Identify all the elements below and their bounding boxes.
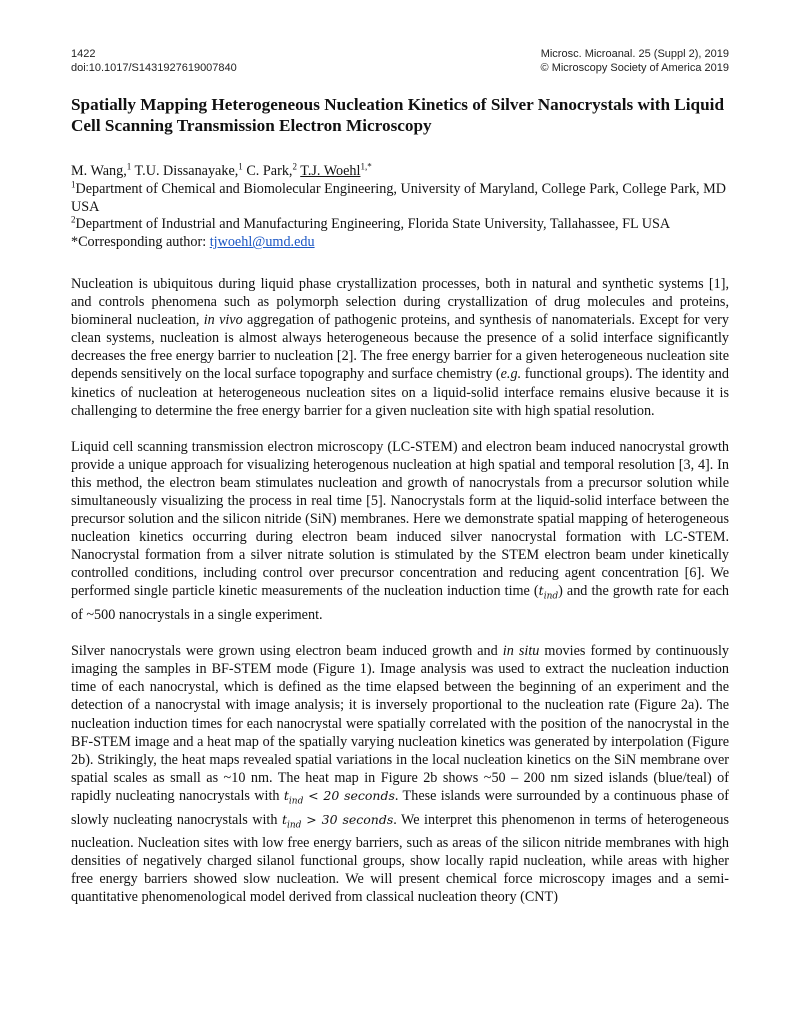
text-run: ) and the growth rate for each of ~500 nanocrystals in a single experiment. xyxy=(71,583,730,624)
text-run: . We interpret this phenomenon in terms of heterogeneous nucleation. Nucleation sites with low free energy barriers, such as areas of the silicon nitride membranes with high densities of negatively charged silanol functional groups, show locally rapid nucleation, while areas with higher free energy barriers showed slow nucleation. We will present chemical force microscopy images and a semi-quantitative phenomenological model derived from classical nucleation theory (CNT) xyxy=(71,811,729,906)
paragraph-3 xyxy=(71,642,729,906)
math-expression: < 20 seconds xyxy=(303,787,395,803)
corresponding-label: *Corresponding author: xyxy=(71,234,210,251)
header-left xyxy=(71,47,237,75)
header-right xyxy=(541,47,729,75)
author-affiliation-mark: 1 xyxy=(238,161,243,172)
author-name: M. Wang, xyxy=(71,163,127,179)
affiliation-text: Department of Chemical and Biomolecular Engineering, University of Maryland, College Park, College Park, MD USA xyxy=(71,180,726,215)
affiliation-mark: 1 xyxy=(71,179,76,190)
math-expression: > 30 seconds xyxy=(301,811,394,827)
author-affiliation-mark: 1 xyxy=(126,161,132,172)
italic-run: in situ xyxy=(502,643,540,660)
affiliation-1 xyxy=(71,181,729,217)
presenting-author-name: T.J. Woehl xyxy=(300,163,361,179)
math-subscript: ind xyxy=(286,820,302,831)
author-name: T.U. Dissanayake, xyxy=(131,163,239,179)
math-symbol: t xyxy=(281,811,287,827)
text-run: Liquid cell scanning transmission electron microscopy (LC-STEM) and electron beam induced nanocrystal growth provide a unique approach for visualizing heterogenous nucleation at high spatial and temporal resolution [3, 4]. In this method, the electron beam stimulates nucleation and growth of nanocrystals from a precursor solution while simultaneously visualizing the process in real time [5]. Nanocrystals form at the liquid-solid interface between the precursor solution and the silicon nitride (SiN) membranes. Here we demonstrate spatial mapping of heterogeneous nucleation kinetics occurring during electron beam induced silver nanocrystal formation with LC-STEM. Nanocrystal formation from a silver nitrate solution is stimulated by the STEM electron beam under kinetically controlled conditions, including control over precursor concentration and reducing agent concentration [6]. We performed single particle kinetic measurements of the nucleation induction time ( xyxy=(71,438,729,600)
italic-run: in vivo xyxy=(203,312,243,329)
paragraph-2 xyxy=(71,438,729,624)
page-number: 1422 xyxy=(71,48,96,60)
spacer xyxy=(71,420,729,438)
text-run: . These islands were surrounded by a continuous phase of slowly nucleating nanocrystals with xyxy=(71,787,730,828)
text-run: movies formed by continuously imaging the samples in BF-STEM mode (Figure 1). Image analysis was used to extract the nucleation induction time of each nanocrystal, which is defined as the time elapsed between the beginning of an experiment and the detection of a nanocrystal with image analysis; it is inversely proportional to the nucleation rate (Figure 2a). The nucleation induction times for each nanocrystal were spatially correlated with the position of the nanocrystal in the BF-STEM image and a heat map of the spatially varying nucleation kinetics was generated by interpolation (Figure 2b). Strikingly, the heat maps revealed spatial variations in the local nucleation kinetics on the SiN membrane over spatial scales as small as ~10 nm. The heat map in Figure 2b shows ~50 – 200 nm sized islands (blue/teal) of rapidly nucleating nanocrystals with xyxy=(71,643,729,804)
math-t-ind-lt-20 xyxy=(283,787,395,807)
affiliation-mark: 2 xyxy=(71,214,76,225)
math-subscript: ind xyxy=(543,591,559,602)
spacer xyxy=(71,252,729,275)
math-t-ind xyxy=(538,583,559,602)
math-subscript: ind xyxy=(288,796,304,807)
affiliation-text: Department of Industrial and Manufacturing Engineering, Florida State University, Tallahassee, FL USA xyxy=(75,216,671,233)
article-body xyxy=(71,94,729,906)
text-run: aggregation of pathogenic proteins, and synthesis of nanomaterials. Except for very clean systems, nucleation is almost always heterogeneous because the presence of a solid interface significantly decreases the free energy barrier to nucleation [2]. The free energy barrier for a given heterogeneous nucleation site depends sensitively on the local surface topography and surface chemistry ( xyxy=(71,312,729,383)
italic-run: e.g. xyxy=(500,366,522,383)
author-name: C. Park, xyxy=(242,163,293,179)
corresponding-author xyxy=(71,234,729,252)
paragraph-1 xyxy=(71,275,729,420)
doi: doi:10.1017/S1431927619007840 xyxy=(71,62,237,74)
journal-citation: Microsc. Microanal. 25 (Suppl 2), 2019 xyxy=(540,48,729,60)
paper-title: Spatially Mapping Heterogeneous Nucleation Kinetics of Silver Nanocrystals with Liquid Cell Scanning Transmission Electron Microscopy xyxy=(71,95,724,135)
corresponding-email-link[interactable]: tjwoehl@umd.edu xyxy=(209,234,315,251)
text-run: functional groups). The identity and kinetics of nucleation at heterogeneous nucleation sites on a liquid-solid interface remains elusive because it is challenging to determine the free energy barrier for a given nucleation site with high spatial resolution. xyxy=(71,366,729,419)
author-affiliation-mark: 1,* xyxy=(360,161,372,172)
affiliation-2 xyxy=(71,216,729,234)
text-run: Nucleation is ubiquitous during liquid phase crystallization processes, both in natural and synthetic systems [1], and controls phenomena such as polymorph selection during crystallization of drug molecules and proteins, biomineral nucleation, xyxy=(71,275,729,329)
author-list xyxy=(71,163,729,181)
math-t-ind-gt-30 xyxy=(281,811,394,831)
text-run: Silver nanocrystals were grown using electron beam induced growth and xyxy=(71,643,503,660)
math-symbol: t xyxy=(283,787,289,803)
author-affiliation-mark: 2 xyxy=(292,161,297,172)
spacer xyxy=(71,624,729,642)
copyright-notice: © Microscopy Society of America 2019 xyxy=(540,62,729,74)
math-symbol: t xyxy=(538,583,544,599)
